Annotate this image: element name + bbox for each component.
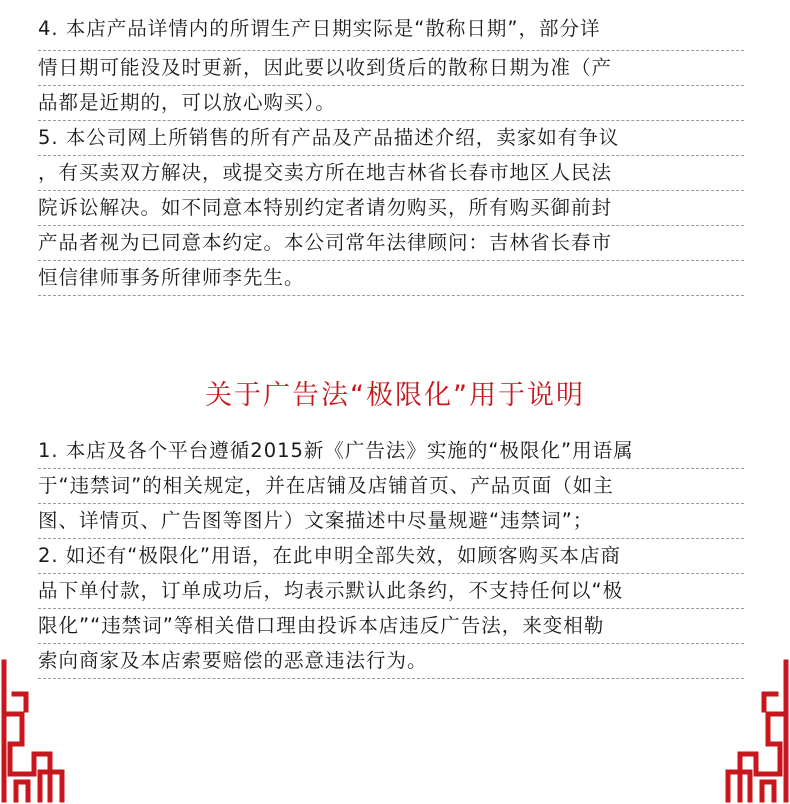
legal-notice-section bbox=[38, 0, 744, 296]
ad-law-line: 图、详情页、广告图等图片）文案描述中尽量规避“违禁词”； bbox=[38, 504, 744, 539]
ad-law-heading: 关于广告法“极限化”用于说明 bbox=[205, 380, 585, 411]
notice-line: 恒信律师事务所律师李先生。 bbox=[38, 261, 744, 296]
ad-law-line: 限化”“违禁词”等相关借口理由投诉本店违反广告法，来变相勒 bbox=[38, 609, 744, 644]
ad-law-line: 1. 本店及各个平台遵循2015新《广告法》实施的“极限化”用语属 bbox=[38, 434, 744, 469]
notice-line: 4. 本店产品详情内的所谓生产日期实际是“散称日期”，部分详 bbox=[38, 0, 744, 51]
ad-law-section bbox=[38, 434, 744, 679]
ad-law-line: 索向商家及本店索要赔偿的恶意违法行为。 bbox=[38, 644, 744, 679]
chinese-fret-corner-icon bbox=[720, 654, 790, 804]
notice-line: 情日期可能没及时更新，因此要以收到货后的散称日期为准（产 bbox=[38, 51, 744, 86]
chinese-fret-corner-icon bbox=[0, 654, 70, 804]
notice-line: 院诉讼解决。如不同意本特别约定者请勿购买，所有购买御前封 bbox=[38, 191, 744, 226]
ad-law-line: 于“违禁词”的相关规定，并在店铺及店铺首页、产品页面（如主 bbox=[38, 469, 744, 504]
ad-law-line: 2. 如还有“极限化”用语，在此申明全部失效，如顾客购买本店商 bbox=[38, 539, 744, 574]
notice-line: ，有买卖双方解决，或提交卖方所在地吉林省长春市地区人民法 bbox=[38, 156, 744, 191]
ad-law-line: 品下单付款，订单成功后，均表示默认此条约，不支持任何以“极 bbox=[38, 574, 744, 609]
notice-line: 产品者视为已同意本约定。本公司常年法律顾问：吉林省长春市 bbox=[38, 226, 744, 261]
notice-line: 5. 本公司网上所销售的所有产品及产品描述介绍，卖家如有争议 bbox=[38, 121, 744, 156]
notice-line: 品都是近期的，可以放心购买）。 bbox=[38, 86, 744, 121]
